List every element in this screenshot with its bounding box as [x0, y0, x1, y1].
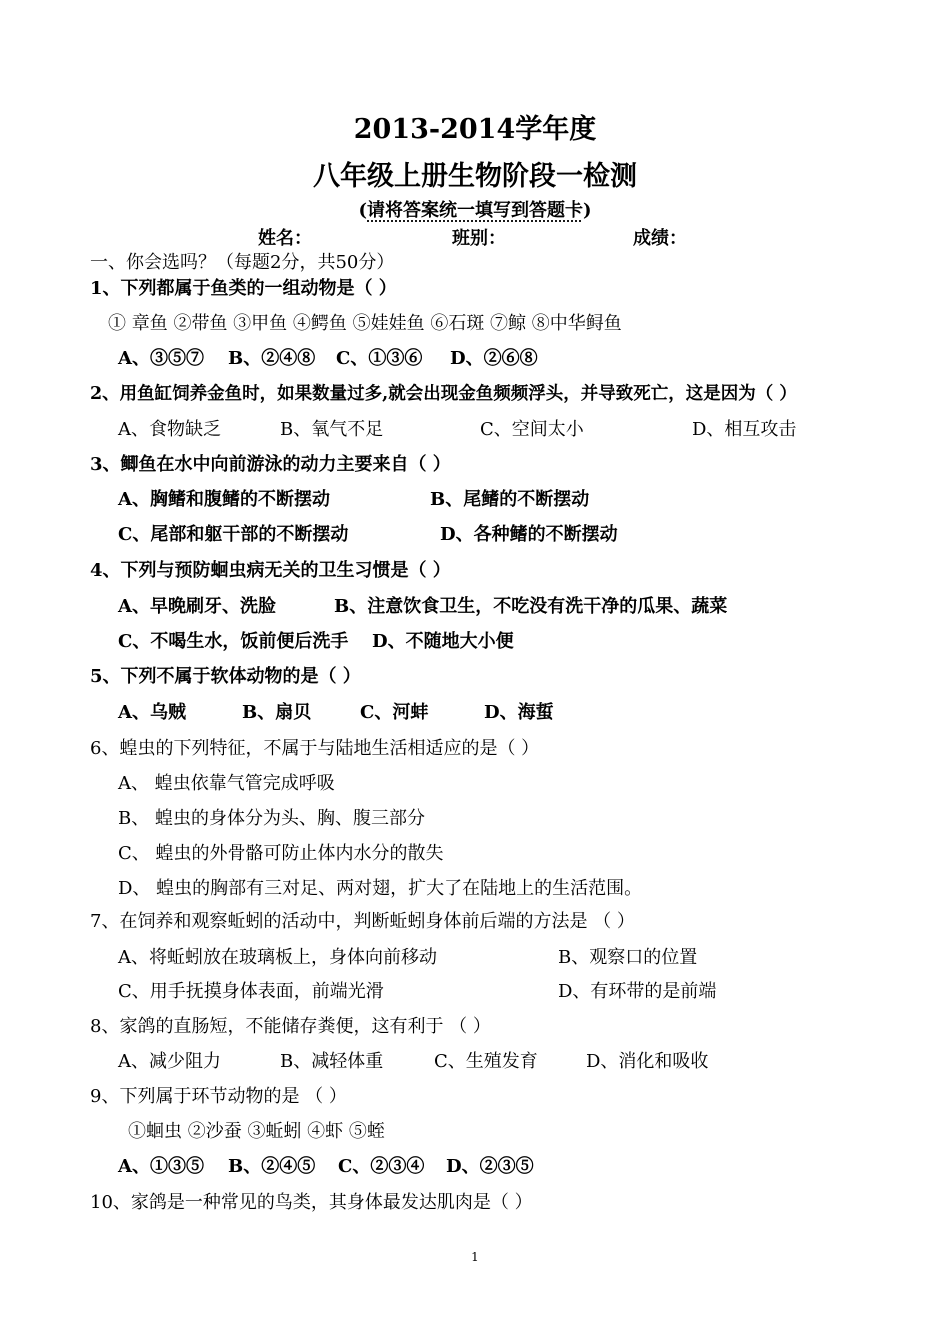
option-b: B、②④⑧ — [228, 348, 316, 369]
question-6-option-c: C、 蝗虫的外骨骼可防止体内水分的散失 — [118, 843, 444, 864]
option-d: D、②⑥⑧ — [450, 348, 538, 369]
option-c: C、生殖发育 — [434, 1051, 538, 1072]
option-a: A、乌贼 — [118, 702, 186, 723]
exam-title: 八年级上册生物阶段一检测 — [313, 161, 637, 192]
option-b: B、减轻体重 — [280, 1051, 384, 1072]
option-b: B、注意饮食卫生，不吃没有洗干净的瓜果、蔬菜 — [334, 596, 728, 617]
exam-year: 2013-2014学年度 — [353, 114, 597, 145]
option-d: D、海蜇 — [484, 702, 554, 723]
option-a: A、①③⑤ — [118, 1156, 204, 1177]
option-b: B、尾鳍的不断摆动 — [430, 489, 590, 510]
option-a: A、胸鳍和腹鳍的不断摆动 — [118, 489, 330, 510]
option-b: B、观察口的位置 — [558, 947, 698, 968]
option-a: A、早晚刷牙、洗脸 — [118, 596, 276, 617]
option-c: C、尾部和躯干部的不断摆动 — [118, 524, 349, 545]
question-6-option-a: A、 蝗虫依靠气管完成呼吸 — [118, 773, 335, 794]
option-c: C、①③⑥ — [336, 348, 423, 369]
question-8-stem: 8、家鸽的直肠短，不能储存粪便，这有利于 （ ） — [90, 1016, 491, 1037]
question-6-option-d: D、 蝗虫的胸部有三对足、两对翅，扩大了在陆地上的生活范围。 — [118, 878, 643, 899]
option-d: D、消化和吸收 — [586, 1051, 709, 1072]
answer-note-open: ( — [358, 200, 367, 221]
answer-note-text: 请将答案统一填写到答题卡 — [367, 200, 583, 221]
option-d: D、不随地大小便 — [372, 631, 514, 652]
name-label: 姓名： — [258, 228, 312, 249]
option-a: A、食物缺乏 — [118, 419, 221, 440]
question-10-stem: 10、家鸽是一种常见的鸟类，其身体最发达肌肉是（ ） — [90, 1192, 533, 1213]
question-4-stem: 4、下列与预防蛔虫病无关的卫生习惯是（ ） — [90, 560, 451, 581]
option-a: A、减少阻力 — [118, 1051, 221, 1072]
option-c: C、不喝生水，饭前便后洗手 — [118, 631, 349, 652]
option-c: C、空间太小 — [480, 419, 584, 440]
option-a: A、③⑤⑦ — [118, 348, 204, 369]
question-9-items: ①蛔虫 ②沙蚕 ③蚯蚓 ④虾 ⑤蛭 — [128, 1121, 385, 1142]
question-5-stem: 5、下列不属于软体动物的是（ ） — [90, 666, 361, 687]
question-9-stem: 9、下列属于环节动物的是 （ ） — [90, 1086, 347, 1107]
option-b: B、氧气不足 — [280, 419, 384, 440]
option-b: B、②④⑤ — [228, 1156, 316, 1177]
answer-note-close: ) — [583, 200, 592, 221]
option-c: C、河蚌 — [360, 702, 429, 723]
answer-note — [0, 196, 950, 222]
page-number: 1 — [471, 1250, 479, 1264]
option-a: A、将蚯蚓放在玻璃板上，身体向前移动 — [118, 947, 437, 968]
option-c: C、②③④ — [338, 1156, 425, 1177]
option-c: C、用手抚摸身体表面，前端光滑 — [118, 981, 384, 1002]
class-label: 班别： — [452, 228, 506, 249]
option-d: D、各种鳍的不断摆动 — [440, 524, 618, 545]
option-d: D、相互攻击 — [692, 419, 797, 440]
option-d: D、②③⑤ — [446, 1156, 534, 1177]
question-2-stem: 2、用鱼缸饲养金鱼时，如果数量过多,就会出现金鱼频频浮头，并导致死亡，这是因为（ ） — [90, 384, 797, 404]
question-1-items: ① 章鱼 ②带鱼 ③甲鱼 ④鳄鱼 ⑤娃娃鱼 ⑥石斑 ⑦鲸 ⑧中华鲟鱼 — [108, 313, 622, 334]
option-d: D、有环带的是前端 — [558, 981, 717, 1002]
question-6-stem: 6、蝗虫的下列特征，不属于与陆地生活相适应的是（ ） — [90, 738, 540, 759]
question-6-option-b: B、 蝗虫的身体分为头、胸、腹三部分 — [118, 808, 425, 829]
score-label: 成绩： — [633, 228, 687, 249]
section-heading: 一、你会选吗？（每题2分，共50分） — [90, 252, 395, 273]
question-1-stem: 1、下列都属于鱼类的一组动物是（ ） — [90, 278, 397, 299]
option-b: B、扇贝 — [242, 702, 312, 723]
question-3-stem: 3、鲫鱼在水中向前游泳的动力主要来自（ ） — [90, 454, 451, 475]
question-7-stem: 7、在饲养和观察蚯蚓的活动中，判断蚯蚓身体前后端的方法是 （ ） — [90, 911, 635, 932]
